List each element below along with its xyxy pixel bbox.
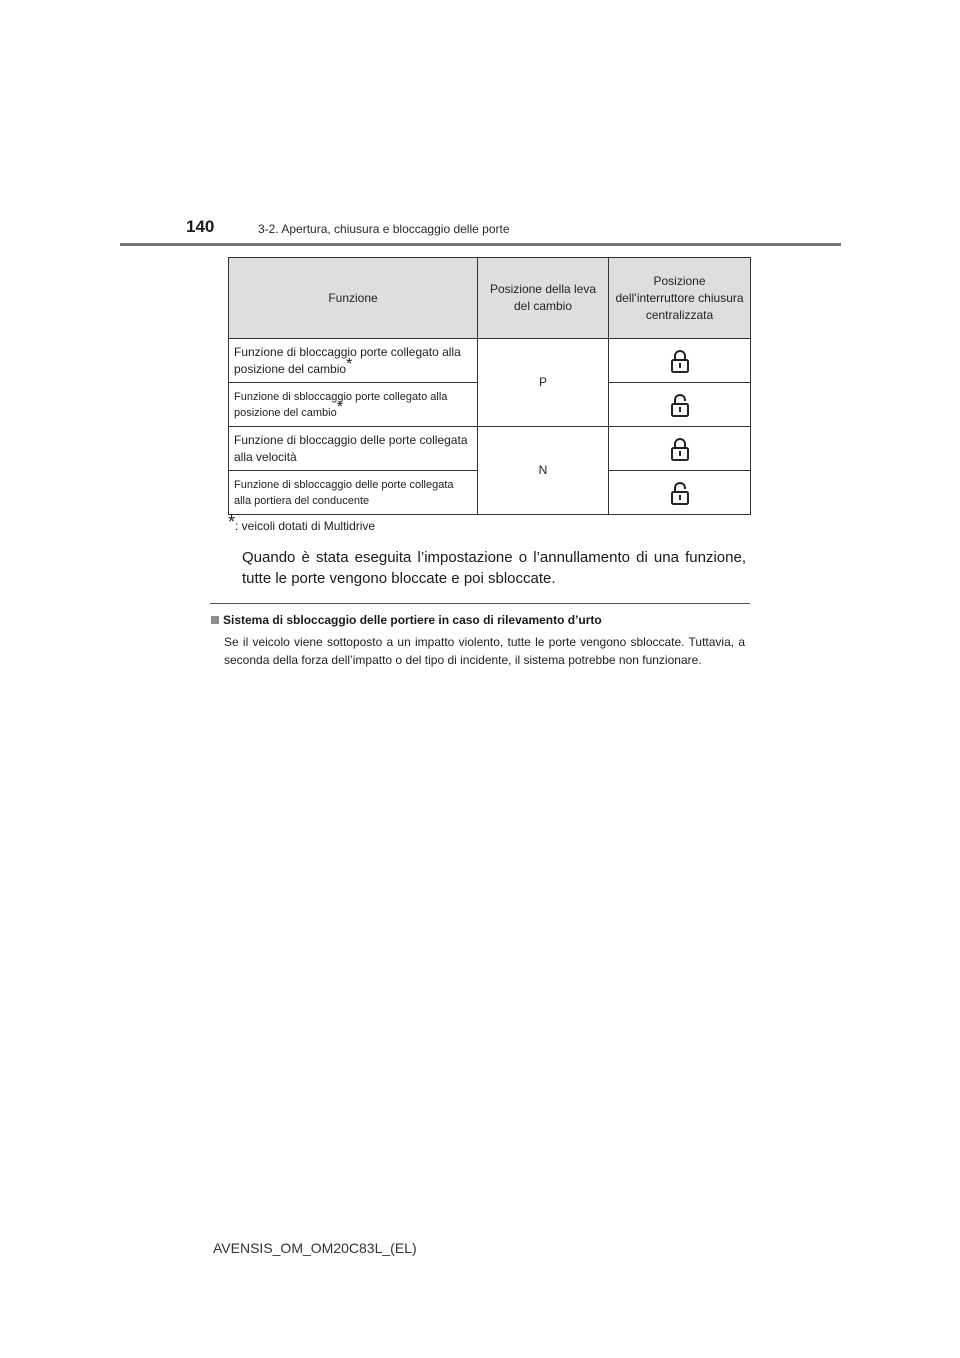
lever-cell: P: [478, 339, 609, 427]
lock-open-icon: [669, 480, 691, 506]
function-label: Funzione di sbloccaggio porte collegato alla posizione del cambio: [234, 390, 448, 419]
switch-cell: [609, 339, 751, 383]
section-title: 3-2. Apertura, chiusura e bloccaggio delle porte: [258, 222, 510, 236]
note-text: Se il veicolo viene sottoposto a un impatto violento, tutte le porte vengono sbloccate. Tuttavia, a seconda della forza dell’impatto o del tipo di incidente, il sistema potrebbe non funzionare.: [224, 635, 745, 667]
header-divider: [120, 243, 841, 246]
lever-cell: N: [478, 427, 609, 515]
function-cell: [229, 427, 478, 471]
column-header-function: Funzione: [229, 258, 478, 339]
table-row: [229, 339, 751, 383]
column-header-switch: Posizione dell’interruttore chiusura centralizzata: [609, 258, 751, 339]
column-header-lever: Posizione della leva del cambio: [478, 258, 609, 339]
lock-closed-icon: [669, 436, 691, 462]
section-divider: [210, 603, 750, 604]
note-heading-text: Sistema di sbloccaggio delle portiere in caso di rilevamento d’urto: [223, 613, 602, 627]
body-paragraph: Quando è stata eseguita l’impostazione o l’annullamento di una funzione, tutte le porte vengono bloccate e poi sbloccate.: [242, 549, 746, 587]
footnote-star: *: [336, 398, 343, 416]
note-heading: [211, 613, 751, 627]
function-table: [228, 257, 751, 515]
function-cell: [229, 471, 478, 515]
page-number: 140: [186, 217, 215, 236]
footnote: [228, 512, 376, 533]
footnote-text: : veicoli dotati di Multidrive: [235, 519, 376, 533]
lock-open-icon: [669, 392, 691, 418]
switch-cell: [609, 427, 751, 471]
bullet-square-icon: [211, 616, 219, 624]
function-label: Funzione di bloccaggio porte collegato alla posizione del cambio: [234, 344, 461, 376]
footnote-star: *: [346, 355, 353, 373]
table-header-row: [229, 258, 751, 339]
function-cell: [229, 339, 478, 383]
lock-closed-icon: [669, 348, 691, 374]
table-row: [229, 427, 751, 471]
footnote-star: *: [228, 512, 236, 532]
function-label: Funzione di sbloccaggio delle porte collegata alla portiera del conducente: [234, 478, 454, 507]
switch-cell: [609, 383, 751, 427]
document-code: AVENSIS_OM_OM20C83L_(EL): [213, 1240, 417, 1256]
function-label: Funzione di bloccaggio delle porte collegata alla velocità: [234, 432, 468, 464]
function-cell: [229, 383, 478, 427]
switch-cell: [609, 471, 751, 515]
